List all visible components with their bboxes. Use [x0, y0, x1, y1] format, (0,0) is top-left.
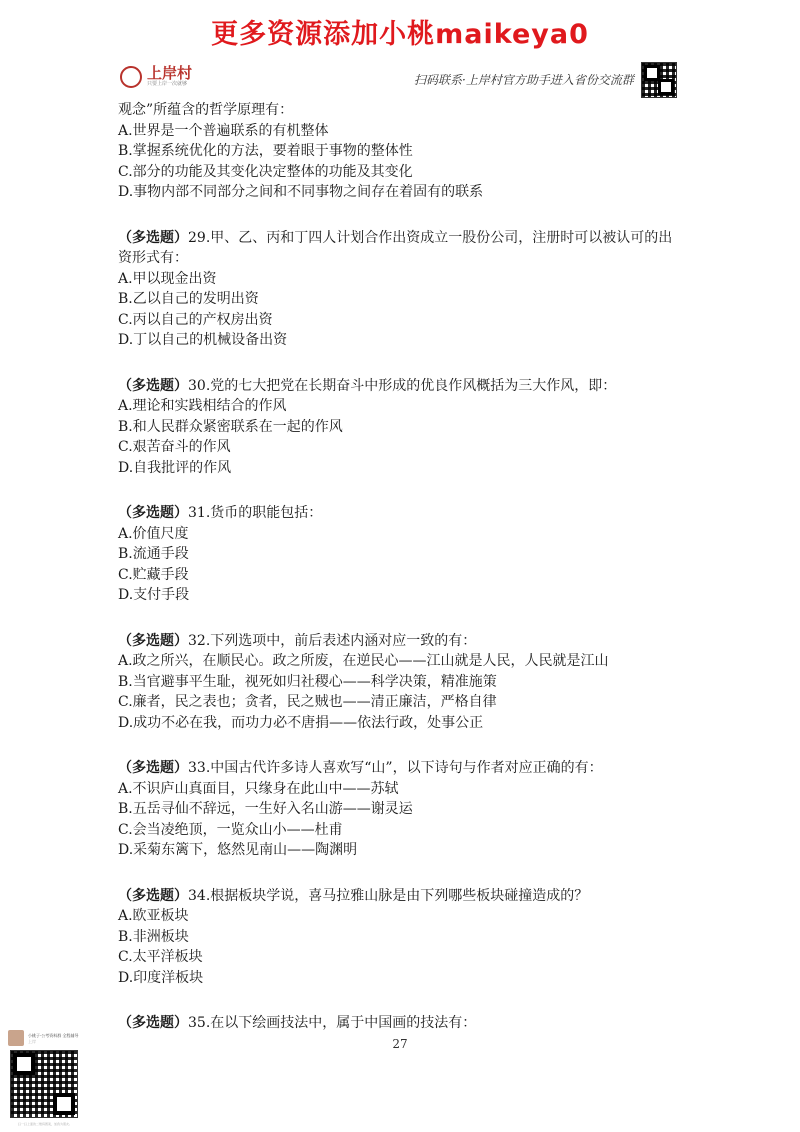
logo-name: 上岸村: [147, 64, 193, 82]
option: B.当官避事平生耻，视死如归社稷心——科学决策，精准施策: [118, 673, 497, 690]
question-type: （多选题）: [118, 377, 188, 394]
question-type: （多选题）: [118, 229, 188, 246]
card-subtitle: 上岸: [28, 1039, 36, 1044]
option: D.事物内部不同部分之间和不同事物之间存在着固有的联系: [118, 184, 484, 200]
question-type: （多选题）: [118, 760, 188, 776]
option: B.五岳寻仙不辞远，一生好入名山游——谢灵运: [118, 801, 413, 817]
question-32: [118, 631, 698, 652]
question-type: （多选题）: [118, 505, 188, 521]
question-stem-cont: 资形式有：: [118, 250, 188, 266]
qr-code-icon: [10, 1050, 78, 1118]
option: D.丁以自己的机械设备出资: [118, 332, 288, 348]
question-stem: 30.党的七大把党在长期奋斗中形成的优良作风概括为三大作风，即：: [188, 377, 617, 394]
option: C.丙以自己的产权房出资: [118, 311, 273, 328]
option: B.流通手段: [118, 546, 189, 562]
question-34: [118, 886, 698, 907]
option: C.廉者，民之表也；贪者，民之贼也——清正廉洁，严格自律: [118, 694, 497, 710]
option: A.理论和实践相结合的作风: [118, 398, 287, 414]
option: A.政之所兴，在顺民心。政之所废，在逆民心——江山就是人民，人民就是江山: [118, 653, 609, 669]
promo-banner: 更多资源添加小桃maikeya0: [211, 19, 589, 50]
question-31: [118, 503, 698, 524]
option: C.会当凌绝顶，一览众山小——杜甫: [118, 821, 343, 838]
option: A.不识庐山真面目，只缘身在此山中——苏轼: [118, 780, 399, 797]
question-type: （多选题）: [118, 887, 188, 904]
question-type: （多选题）: [118, 1015, 188, 1031]
option: A.世界是一个普遍联系的有机整体: [118, 122, 329, 139]
question-stem: 29.甲、乙、丙和丁四人计划合作出资成立一股份公司，注册时可以被认可的出: [188, 229, 673, 246]
question-33: [118, 758, 698, 779]
question-stem: 32.下列选项中，前后表述内涵对应一致的有：: [188, 632, 477, 649]
option: B.和人民群众紧密联系在一起的作风: [118, 418, 343, 435]
question-content: [118, 100, 698, 1034]
header-note: 扫码联系·上岸村官方助手进入省份交流群: [414, 73, 634, 87]
option: B.乙以自己的发明出资: [118, 291, 259, 307]
option: D.采菊东篱下，悠然见南山——陶渊明: [118, 842, 358, 858]
card-caption: 扫一扫上面的二维码图案，加我为朋友。: [18, 1122, 73, 1126]
question-35: [118, 1013, 698, 1034]
question-stem: 31.货币的职能包括：: [188, 505, 323, 521]
question-stem: 33.中国古代许多诗人喜欢写“山”，以下诗句与作者对应正确的有：: [188, 760, 603, 776]
option: D.成功不必在我，而功力必不唐捐——依法行政，处事公正: [118, 714, 484, 731]
question-stem: 34.根据板块学说，喜马拉雅山脉是由下列哪些板块碰撞造成的？: [188, 887, 589, 904]
option: C.太平洋板块: [118, 949, 203, 965]
option: D.印度洋板块: [118, 969, 204, 986]
option: C.艰苦奋斗的作风: [118, 439, 231, 455]
option: A.欧亚板块: [118, 908, 189, 924]
question-stem: 35.在以下绘画技法中，属于中国画的技法有：: [188, 1015, 477, 1031]
option: D.自我批评的作风: [118, 459, 232, 476]
avatar: [8, 1030, 24, 1046]
page-number: 27: [392, 1037, 408, 1051]
card-title: 小桃子·公考资料群 全程辅导: [28, 1033, 79, 1038]
option: A.甲以现金出资: [118, 270, 217, 287]
option: D.支付手段: [118, 587, 190, 603]
question-29: [118, 228, 698, 249]
option: B.非洲板块: [118, 928, 189, 945]
option: C.部分的功能及其变化决定整体的功能及其变化: [118, 163, 413, 180]
question-30: [118, 376, 698, 397]
option: C.贮藏手段: [118, 566, 189, 583]
qr-code-icon: [641, 62, 677, 98]
logo-slogan: 只要上岸一次就够: [147, 81, 188, 87]
question-type: （多选题）: [118, 632, 188, 649]
question-stem: 观念”所蕴含的哲学原理有：: [118, 102, 294, 118]
option: B.掌握系统优化的方法，要着眼于事物的整体性: [118, 143, 413, 159]
brand-logo: [120, 65, 192, 88]
seal-icon: [120, 66, 142, 88]
option: A.价值尺度: [118, 525, 189, 542]
